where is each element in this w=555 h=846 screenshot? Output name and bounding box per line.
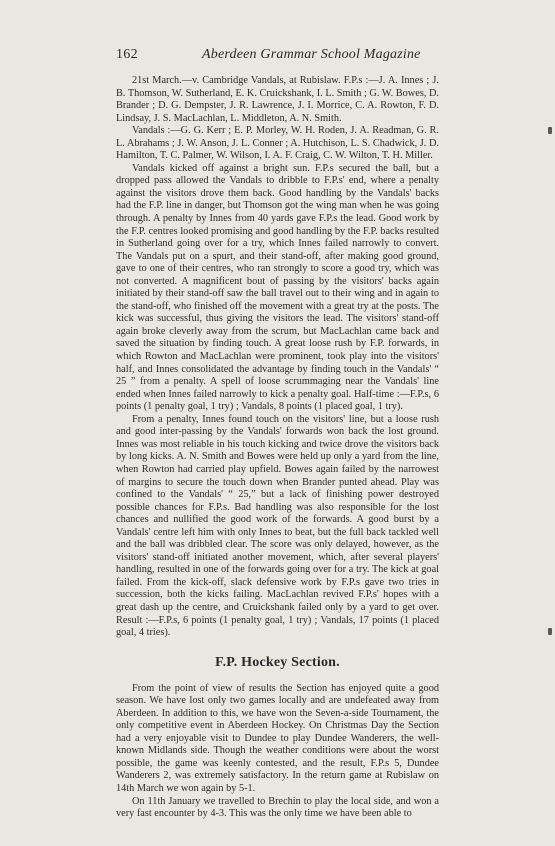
running-head: Aberdeen Grammar School Magazine [202,47,421,62]
paragraph-first-half: Vandals kicked off against a bright sun. F.P.s secured the ball, but a dropped pass allowed the Vandals to dribble to F.P.s' end, where a penalty against the visitors drove them back. Good handling by the Vandals' backs had the F.P. line in danger, but Thomson got the wing man when he was going through. A penalty by Innes from 40 yards gave F.P.s the lead. Good work by the F.P. centres looked promising and good handling by the F.P. backs resulted in Sutherland going over for a try, which Innes failed narrowly to convert. The Vandals put on a spurt, and their stand-off, after making good ground, gave to one of their centres, who ran strongly to score a good try, which was not converted. A magnificent bout of passing by the visitors' backs again initiated by their stand-off saw the ball travel out to their wing and in again to the stand-off, who finished off the movement with a great try at the posts. The kick was successful, thus giving the visitors the lead. The visitors' stand-off again broke cleverly away from the scrum, but MacLachlan came back and saved the situation by finding touch. A great loose rush by F.P. forwards, in which Rowton and MacLachlan were prominent, took play into the visitors' half, and Innes consolidated the advantage by finding touch in the Vandals' “ 25 ” from a penalty. A spell of loose scrummaging near the Vandals' line ended when Innes failed narrowly to kick a penalty goal. Half-time :—F.P.s, 6 points (1 penalty goal, 1 try) ; Vandals, 8 points (1 placed goal, 1 try). [116,162,439,413]
section-heading: F.P. Hockey Section. [215,654,340,670]
margin-mark [548,127,552,134]
page-number: 162 [116,47,138,62]
paragraph-team-fp: 21st March.—v. Cambridge Vandals, at Rubislaw. F.P.s :—J. A. Innes ; J. B. Thomson, W. Sutherland, E. K. Cruickshank, I. L. Smith ; G. W. Bowes, D. Brander ; D. G. Dempster, J. R. Lawrence, J. I. Morrice, C. A. Rowton, F. D. Lindsay, J. S. MacLachlan, L. Middleton, A. N. Smith. [116,75,439,124]
margin-mark [548,628,552,635]
page-header [116,47,446,67]
paragraph-hockey-season: From the point of view of results the Section has enjoyed quite a good season. We have lost only two games locally and are undefeated away from Aberdeen. In addition to this, we have won the Seven-a-side Tournament, the only competitive event in Aberdeen Hockey. On Christmas Day the Section had a very enjoyable visit to Dundee to play Dundee Wanderers, the well-known Midlands side. Though the weather conditions were about the worst possible, the game was keenly contested, and the result, F.P.s 5, Dundee Wanderers 2, was extremely satisfactory. In the return game at Rubislaw on 14th March we won again by 5-1. [116,682,439,794]
paragraph-second-half: From a penalty, Innes found touch on the visitors' line, but a loose rush and good inter-passing by the Vandals' forwards won back the lost ground. Innes was most reliable in his touch kicking and twice drove the visitors back by long kicks. A. N. Smith and Bowes were held up only a yard from the line, when Rowton had carried play upfield. Bowes again failed by the narrowest of margins to secure the touch down when Brander punted ahead. Play was confined to the Vandals' “ 25,” but a lack of finishing power destroyed possible chances for F.P.s. Bad handling was also responsible for the lost chances and nullified the good work of the forwards. A good burst by a Vandals' centre left him with only Innes to beat, but the full back tackled well and the ball was dribbled clear. The score was only delayed, however, as the visitors' stand-off initiated another movement, which, after several players' handling, resulted in one of the forwards going over for a try. The kick at goal failed. From the kick-off, slack defensive work by F.P.s gave two tries in succession, both the kicks failing. MacLachlan revived F.P.s' hopes with a great dash up the centre, and Cruickshank failed only by a yard to get over. Result :—F.P.s, 6 points (1 penalty goal, 1 try) ; Vandals, 17 points (1 placed goal, 4 tries). [116,413,439,639]
article-body [116,75,439,821]
paragraph-hockey-brechin: On 11th January we travelled to Brechin to play the local side, and won a very fast encounter by 4-3. This was the only time we have been able to [116,795,439,820]
paragraph-team-vandals: Vandals :—G. G. Kerr ; E. P. Morley, W. H. Roden, J. A. Readman, G. R. L. Abrahams ; J. W. Anson, J. L. Conner ; A. Hutchison, L. S. Chadwick, J. D. Hamilton, T. C. Palmer, W. Wilson, I. A. F. Craig, C. W. Wilton, T. H. Miller. [116,125,439,162]
